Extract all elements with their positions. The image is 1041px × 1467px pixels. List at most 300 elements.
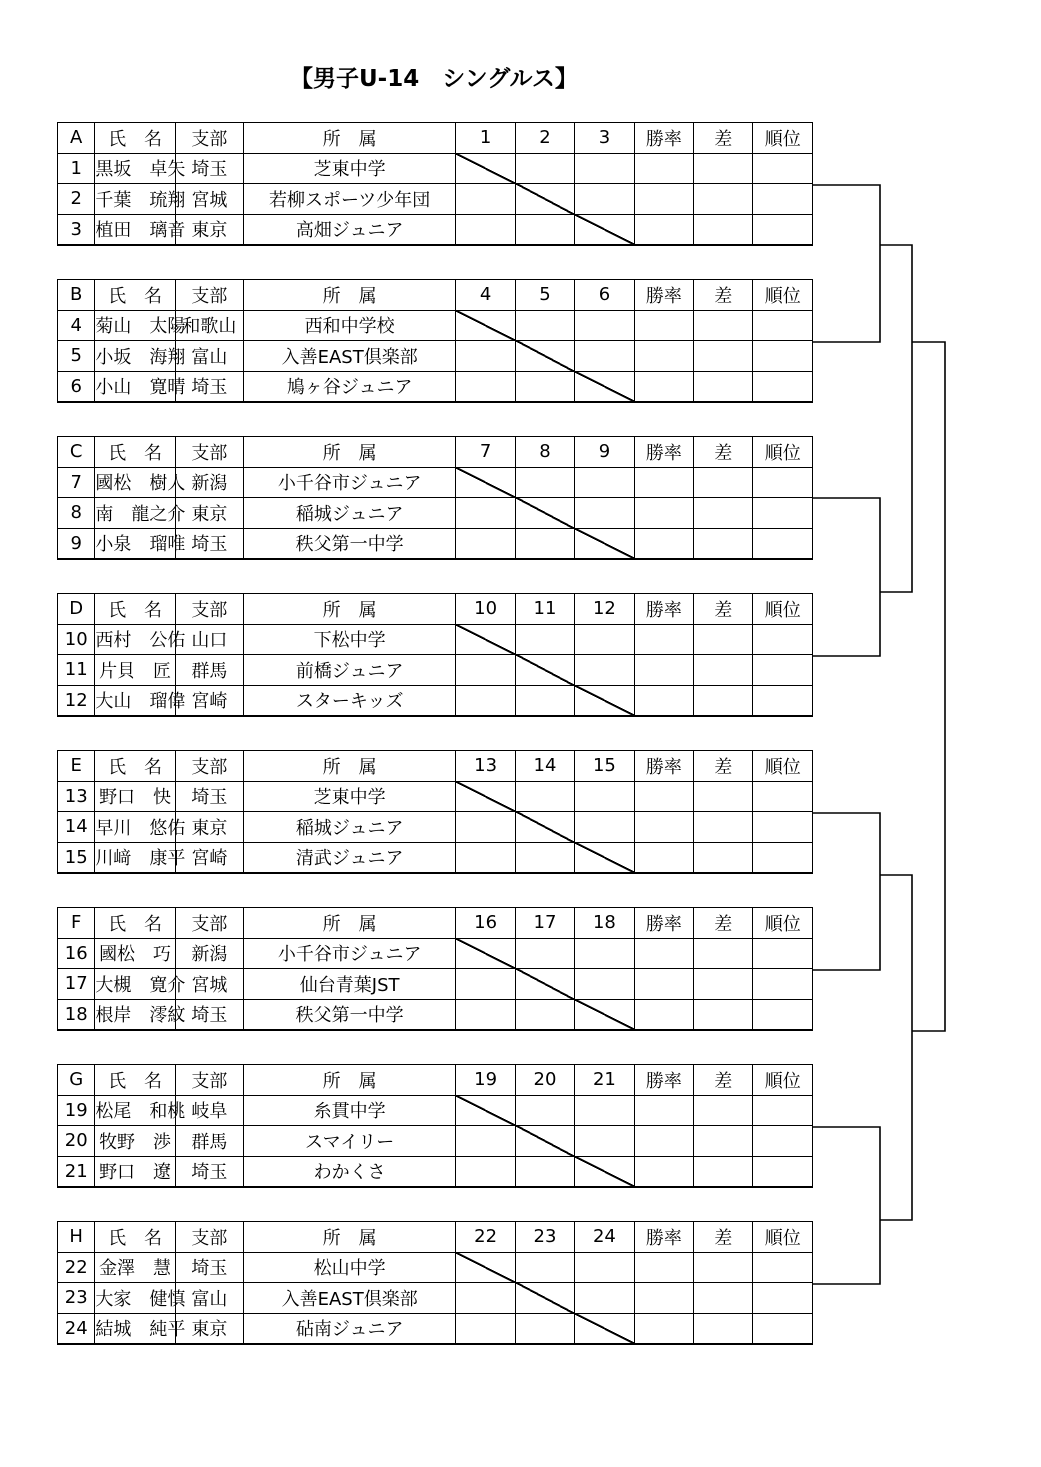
header-match-col: 11: [515, 594, 574, 625]
rank-cell: [753, 498, 813, 529]
header-rank: 順位: [753, 1065, 813, 1096]
header-match-col: 10: [456, 594, 515, 625]
header-winrate: 勝率: [634, 908, 693, 939]
diff-cell: [694, 214, 753, 245]
player-name: 根岸 澪紋: [95, 999, 175, 1030]
player-affiliation: 仙台青葉JST: [243, 969, 455, 1000]
result-cell-self: [456, 938, 515, 969]
winrate-cell: [634, 498, 693, 529]
player-affiliation: 松山中学: [243, 1252, 455, 1283]
result-cell-self: [456, 781, 515, 812]
result-cell: [575, 655, 634, 686]
result-cell: [456, 214, 515, 245]
group-c-table: [57, 436, 813, 560]
diff-cell: [694, 1126, 753, 1157]
header-name: 氏 名: [95, 280, 175, 311]
diff-cell: [694, 153, 753, 184]
header-affiliation: 所 属: [243, 123, 455, 154]
winrate-cell: [634, 842, 693, 873]
header-match-col: 7: [456, 437, 515, 468]
result-cell: [456, 184, 515, 215]
rank-cell: [753, 184, 813, 215]
rank-cell: [753, 969, 813, 1000]
result-cell: [575, 153, 634, 184]
header-rank: 順位: [753, 280, 813, 311]
result-cell: [456, 685, 515, 716]
diff-cell: [694, 528, 753, 559]
diff-cell: [694, 842, 753, 873]
diff-cell: [694, 1313, 753, 1344]
player-branch: 埼玉: [175, 1252, 243, 1283]
result-cell-self: [575, 528, 634, 559]
player-branch: 埼玉: [175, 528, 243, 559]
player-name: 大家 健慎: [95, 1283, 175, 1314]
header-match-col: 1: [456, 123, 515, 154]
result-cell-self: [515, 498, 574, 529]
header-rank: 順位: [753, 123, 813, 154]
winrate-cell: [634, 938, 693, 969]
player-branch: 埼玉: [175, 999, 243, 1030]
result-cell-self: [515, 655, 574, 686]
player-affiliation: 入善EAST倶楽部: [243, 1283, 455, 1314]
player-number: 14: [58, 812, 95, 843]
player-name: 植田 璃音: [95, 214, 175, 245]
diff-cell: [694, 999, 753, 1030]
header-affiliation: 所 属: [243, 280, 455, 311]
group-e-table: [57, 750, 813, 874]
winrate-cell: [634, 812, 693, 843]
rank-cell: [753, 1252, 813, 1283]
player-branch: 東京: [175, 1313, 243, 1344]
group-a-table: [57, 122, 813, 246]
player-number: 15: [58, 842, 95, 873]
header-match-col: 14: [515, 751, 574, 782]
player-affiliation: 稲城ジュニア: [243, 498, 455, 529]
player-name: 野口 快: [95, 781, 175, 812]
table-row: [58, 969, 813, 1000]
player-affiliation: 秩父第一中学: [243, 999, 455, 1030]
player-branch: 東京: [175, 214, 243, 245]
header-match-col: 19: [456, 1065, 515, 1096]
player-branch: 宮城: [175, 969, 243, 1000]
group-d-table: [57, 593, 813, 717]
header-diff: 差: [694, 908, 753, 939]
header-name: 氏 名: [95, 594, 175, 625]
table-row: [58, 685, 813, 716]
header-winrate: 勝率: [634, 437, 693, 468]
result-cell: [515, 528, 574, 559]
header-affiliation: 所 属: [243, 1222, 455, 1253]
winrate-cell: [634, 528, 693, 559]
table-row: [58, 1313, 813, 1344]
result-cell: [575, 969, 634, 1000]
player-name: 片貝 匠: [95, 655, 175, 686]
header-match-col: 21: [575, 1065, 634, 1096]
winrate-cell: [634, 969, 693, 1000]
diff-cell: [694, 781, 753, 812]
result-cell: [515, 781, 574, 812]
player-name: 野口 遼: [95, 1156, 175, 1187]
diff-cell: [694, 310, 753, 341]
table-row: [58, 498, 813, 529]
player-affiliation: 鳩ヶ谷ジュニア: [243, 371, 455, 402]
group-h-table: [57, 1221, 813, 1345]
winrate-cell: [634, 1095, 693, 1126]
header-winrate: 勝率: [634, 594, 693, 625]
player-number: 9: [58, 528, 95, 559]
player-number: 5: [58, 341, 95, 372]
header-affiliation: 所 属: [243, 751, 455, 782]
result-cell: [575, 498, 634, 529]
player-name: 川﨑 康平: [95, 842, 175, 873]
header-match-col: 15: [575, 751, 634, 782]
result-cell-self: [575, 1313, 634, 1344]
rank-cell: [753, 655, 813, 686]
diff-cell: [694, 655, 753, 686]
player-number: 22: [58, 1252, 95, 1283]
diff-cell: [694, 1156, 753, 1187]
table-row: [58, 938, 813, 969]
result-cell-self: [575, 371, 634, 402]
result-cell: [515, 1156, 574, 1187]
table-row: [58, 781, 813, 812]
winrate-cell: [634, 1252, 693, 1283]
player-number: 18: [58, 999, 95, 1030]
player-affiliation: 糸貫中学: [243, 1095, 455, 1126]
result-cell: [575, 1283, 634, 1314]
result-cell-self: [456, 624, 515, 655]
diff-cell: [694, 498, 753, 529]
player-number: 2: [58, 184, 95, 215]
player-affiliation: 秩父第一中学: [243, 528, 455, 559]
header-name: 氏 名: [95, 908, 175, 939]
header-branch: 支部: [175, 437, 243, 468]
result-cell: [456, 1283, 515, 1314]
result-cell: [575, 1252, 634, 1283]
header-winrate: 勝率: [634, 280, 693, 311]
player-branch: 和歌山: [175, 310, 243, 341]
player-affiliation: 下松中学: [243, 624, 455, 655]
player-name: 國松 巧: [95, 938, 175, 969]
result-cell-self: [515, 969, 574, 1000]
header-name: 氏 名: [95, 437, 175, 468]
result-cell: [456, 1313, 515, 1344]
header-affiliation: 所 属: [243, 1065, 455, 1096]
diff-cell: [694, 1095, 753, 1126]
rank-cell: [753, 1313, 813, 1344]
header-branch: 支部: [175, 1065, 243, 1096]
player-affiliation: わかくさ: [243, 1156, 455, 1187]
result-cell-self: [515, 1126, 574, 1157]
header-row: [58, 751, 813, 782]
player-number: 24: [58, 1313, 95, 1344]
diff-cell: [694, 341, 753, 372]
player-name: 千葉 琉翔: [95, 184, 175, 215]
player-branch: 富山: [175, 1283, 243, 1314]
header-match-col: 12: [575, 594, 634, 625]
result-cell: [575, 467, 634, 498]
header-row: [58, 594, 813, 625]
player-branch: 宮崎: [175, 685, 243, 716]
header-match-col: 20: [515, 1065, 574, 1096]
result-cell: [456, 812, 515, 843]
group-label: B: [58, 280, 95, 311]
player-name: 金澤 慧: [95, 1252, 175, 1283]
player-branch: 宮崎: [175, 842, 243, 873]
result-cell: [575, 184, 634, 215]
result-cell: [515, 371, 574, 402]
rank-cell: [753, 1126, 813, 1157]
table-row: [58, 371, 813, 402]
player-name: 大槻 寛介: [95, 969, 175, 1000]
diff-cell: [694, 1252, 753, 1283]
header-branch: 支部: [175, 908, 243, 939]
result-cell-self: [456, 310, 515, 341]
result-cell-self: [575, 214, 634, 245]
group-label: G: [58, 1065, 95, 1096]
rank-cell: [753, 341, 813, 372]
result-cell: [515, 624, 574, 655]
result-cell-self: [515, 341, 574, 372]
player-name: 大山 瑠偉: [95, 685, 175, 716]
player-number: 13: [58, 781, 95, 812]
result-cell: [515, 1313, 574, 1344]
header-row: [58, 437, 813, 468]
rank-cell: [753, 685, 813, 716]
table-row: [58, 153, 813, 184]
rank-cell: [753, 528, 813, 559]
bracket-line-cd: [813, 498, 880, 656]
player-affiliation: 芝東中学: [243, 153, 455, 184]
group-label: F: [58, 908, 95, 939]
result-cell: [575, 812, 634, 843]
result-cell-self: [515, 812, 574, 843]
player-affiliation: 芝東中学: [243, 781, 455, 812]
group-label: A: [58, 123, 95, 154]
result-cell-self: [456, 1095, 515, 1126]
group-f-table: [57, 907, 813, 1031]
rank-cell: [753, 999, 813, 1030]
header-branch: 支部: [175, 751, 243, 782]
result-cell: [456, 842, 515, 873]
winrate-cell: [634, 310, 693, 341]
header-match-col: 8: [515, 437, 574, 468]
winrate-cell: [634, 999, 693, 1030]
table-row: [58, 624, 813, 655]
result-cell: [456, 969, 515, 1000]
player-branch: 新潟: [175, 938, 243, 969]
result-cell: [575, 1126, 634, 1157]
rank-cell: [753, 467, 813, 498]
winrate-cell: [634, 1156, 693, 1187]
player-branch: 新潟: [175, 467, 243, 498]
rank-cell: [753, 371, 813, 402]
player-number: 12: [58, 685, 95, 716]
player-name: 小坂 海翔: [95, 341, 175, 372]
player-number: 19: [58, 1095, 95, 1126]
table-row: [58, 341, 813, 372]
player-affiliation: 西和中学校: [243, 310, 455, 341]
result-cell-self: [515, 1283, 574, 1314]
player-number: 8: [58, 498, 95, 529]
result-cell: [515, 938, 574, 969]
table-row: [58, 999, 813, 1030]
player-affiliation: 高畑ジュニア: [243, 214, 455, 245]
header-name: 氏 名: [95, 1065, 175, 1096]
player-number: 23: [58, 1283, 95, 1314]
diff-cell: [694, 812, 753, 843]
player-affiliation: 稲城ジュニア: [243, 812, 455, 843]
diff-cell: [694, 467, 753, 498]
result-cell: [515, 467, 574, 498]
header-row: [58, 123, 813, 154]
player-number: 7: [58, 467, 95, 498]
result-cell-self: [575, 999, 634, 1030]
diff-cell: [694, 624, 753, 655]
player-name: 西村 公佑: [95, 624, 175, 655]
header-match-col: 6: [575, 280, 634, 311]
player-branch: 山口: [175, 624, 243, 655]
header-row: [58, 280, 813, 311]
header-winrate: 勝率: [634, 751, 693, 782]
result-cell: [575, 310, 634, 341]
table-row: [58, 842, 813, 873]
player-affiliation: 前橋ジュニア: [243, 655, 455, 686]
result-cell: [515, 310, 574, 341]
player-branch: 埼玉: [175, 1156, 243, 1187]
player-name: 小泉 瑠唯: [95, 528, 175, 559]
winrate-cell: [634, 781, 693, 812]
rank-cell: [753, 214, 813, 245]
player-number: 4: [58, 310, 95, 341]
result-cell-self: [575, 842, 634, 873]
header-affiliation: 所 属: [243, 437, 455, 468]
result-cell: [515, 214, 574, 245]
result-cell: [456, 1156, 515, 1187]
player-affiliation: 砧南ジュニア: [243, 1313, 455, 1344]
header-diff: 差: [694, 280, 753, 311]
result-cell: [515, 685, 574, 716]
rank-cell: [753, 938, 813, 969]
winrate-cell: [634, 214, 693, 245]
group-b-table: [57, 279, 813, 403]
player-branch: 群馬: [175, 655, 243, 686]
result-cell: [575, 1095, 634, 1126]
diff-cell: [694, 371, 753, 402]
header-branch: 支部: [175, 1222, 243, 1253]
result-cell: [575, 341, 634, 372]
header-match-col: 3: [575, 123, 634, 154]
header-diff: 差: [694, 123, 753, 154]
header-rank: 順位: [753, 908, 813, 939]
result-cell: [515, 1252, 574, 1283]
winrate-cell: [634, 1283, 693, 1314]
header-diff: 差: [694, 1222, 753, 1253]
table-row: [58, 467, 813, 498]
header-name: 氏 名: [95, 123, 175, 154]
diff-cell: [694, 938, 753, 969]
player-branch: 岐阜: [175, 1095, 243, 1126]
winrate-cell: [634, 467, 693, 498]
player-number: 21: [58, 1156, 95, 1187]
table-row: [58, 184, 813, 215]
bracket-line-final: [912, 342, 945, 1031]
player-number: 3: [58, 214, 95, 245]
result-cell-self: [456, 467, 515, 498]
diff-cell: [694, 969, 753, 1000]
table-row: [58, 528, 813, 559]
header-branch: 支部: [175, 594, 243, 625]
rank-cell: [753, 781, 813, 812]
header-affiliation: 所 属: [243, 594, 455, 625]
result-cell: [515, 999, 574, 1030]
table-row: [58, 1156, 813, 1187]
winrate-cell: [634, 655, 693, 686]
player-name: 牧野 渉: [95, 1126, 175, 1157]
result-cell-self: [515, 184, 574, 215]
header-affiliation: 所 属: [243, 908, 455, 939]
header-match-col: 9: [575, 437, 634, 468]
player-branch: 富山: [175, 341, 243, 372]
rank-cell: [753, 153, 813, 184]
header-row: [58, 1065, 813, 1096]
player-affiliation: 若柳スポーツ少年団: [243, 184, 455, 215]
header-row: [58, 1222, 813, 1253]
group-label: C: [58, 437, 95, 468]
result-cell: [456, 528, 515, 559]
player-number: 1: [58, 153, 95, 184]
player-affiliation: 小千谷市ジュニア: [243, 467, 455, 498]
player-number: 16: [58, 938, 95, 969]
rank-cell: [753, 842, 813, 873]
result-cell: [456, 1126, 515, 1157]
header-rank: 順位: [753, 437, 813, 468]
header-match-col: 24: [575, 1222, 634, 1253]
table-row: [58, 214, 813, 245]
player-affiliation: スマイリー: [243, 1126, 455, 1157]
player-number: 17: [58, 969, 95, 1000]
result-cell: [575, 781, 634, 812]
player-number: 6: [58, 371, 95, 402]
player-name: 小山 寛晴: [95, 371, 175, 402]
table-row: [58, 812, 813, 843]
rank-cell: [753, 1283, 813, 1314]
result-cell: [456, 341, 515, 372]
group-label: E: [58, 751, 95, 782]
result-cell-self: [456, 1252, 515, 1283]
player-name: 結城 純平: [95, 1313, 175, 1344]
winrate-cell: [634, 1126, 693, 1157]
result-cell: [575, 938, 634, 969]
result-cell: [575, 624, 634, 655]
bracket-line-gh: [813, 1127, 880, 1284]
header-match-col: 5: [515, 280, 574, 311]
header-rank: 順位: [753, 751, 813, 782]
table-row: [58, 655, 813, 686]
result-cell: [456, 498, 515, 529]
table-row: [58, 1252, 813, 1283]
bracket-line-a: [813, 185, 880, 342]
player-affiliation: 入善EAST倶楽部: [243, 341, 455, 372]
winrate-cell: [634, 184, 693, 215]
player-branch: 埼玉: [175, 781, 243, 812]
header-match-col: 17: [515, 908, 574, 939]
player-branch: 東京: [175, 498, 243, 529]
player-number: 20: [58, 1126, 95, 1157]
bracket-line-ef: [813, 813, 880, 970]
player-branch: 宮城: [175, 184, 243, 215]
result-cell: [515, 1095, 574, 1126]
